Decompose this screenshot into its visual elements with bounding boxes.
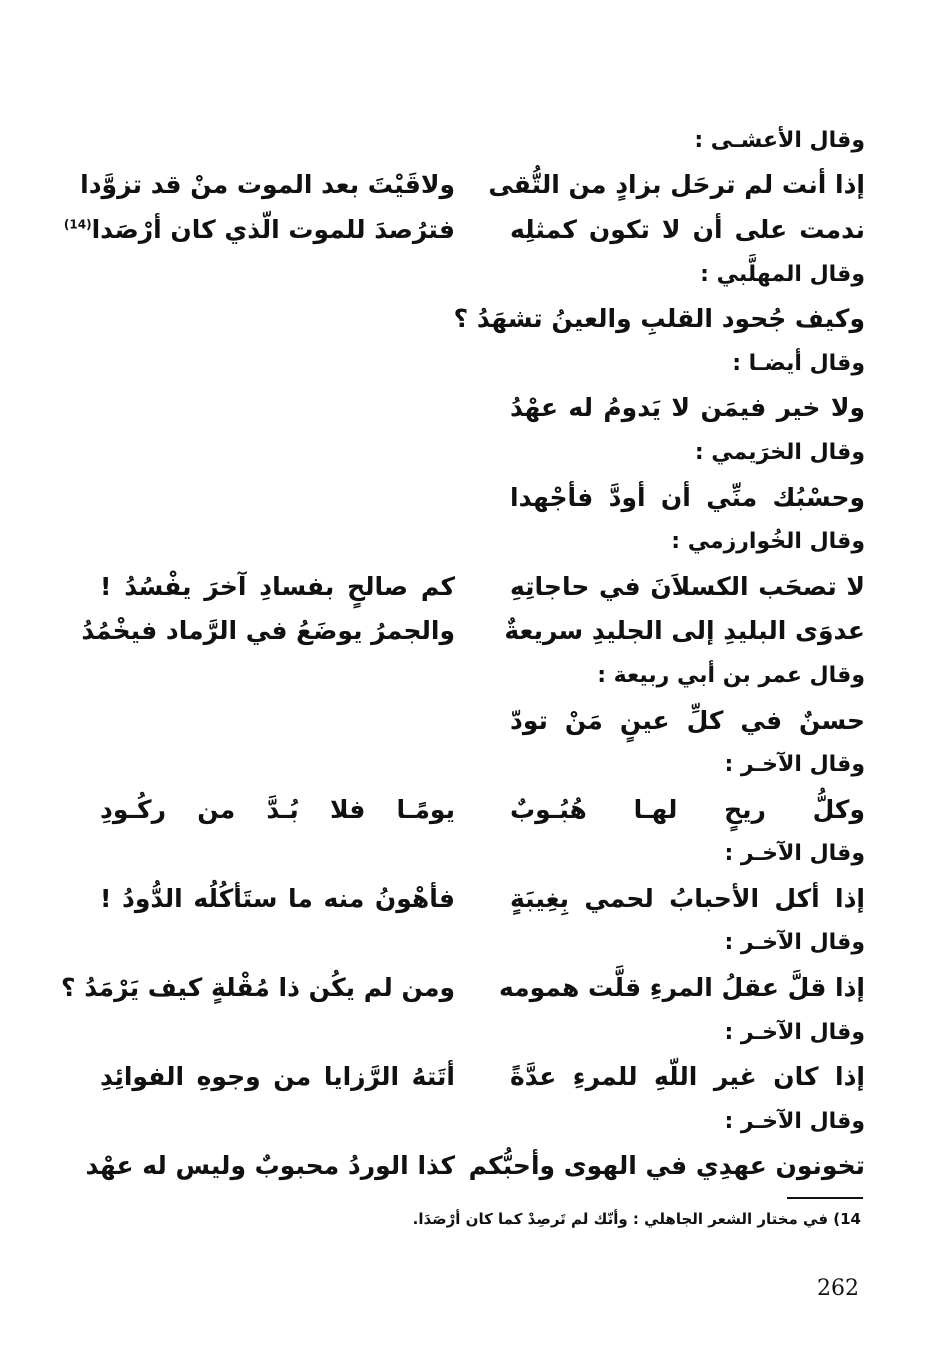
verse-line: [100, 296, 865, 341]
verse-line: [100, 876, 865, 921]
verse-line: [85, 1144, 865, 1189]
first-hemistich: إذا أنت لم ترحَل بزادٍ من التُّقى: [488, 170, 865, 200]
second-hemistich: [63, 214, 455, 244]
attribution-text: وقال الآخـر :: [724, 1019, 865, 1045]
attribution-text: وقال الخُوارزمي :: [671, 529, 865, 555]
attribution-text: وقال أيضـا :: [732, 350, 865, 376]
second-hemistich: [61, 973, 455, 1003]
footnote-separator: [787, 1197, 863, 1199]
attribution-text: وقال الآخـر :: [724, 930, 865, 956]
second-hemistich: [100, 795, 455, 824]
footnote-reference: (14): [63, 217, 92, 232]
first-hemistich: إذا قلَّ عقلُ المرءِ قلَّت همومه: [498, 973, 865, 1003]
first-hemistich: ولا خير فيمَن لا يَدومُ له عهْدُ: [510, 393, 865, 423]
first-hemistich: وكلُّ ريحٍ لهـا هُبُـوبٌ: [510, 794, 865, 824]
second-hemistich-text: كذا الوردُ محبوبٌ وليس له عهْد: [85, 1151, 455, 1181]
second-hemistich-text: كم صالحٍ بفسادِ آخرَ يفْسُدُ !: [100, 571, 455, 601]
poet-attribution: [100, 1010, 865, 1055]
poet-attribution: [100, 653, 865, 698]
first-hemistich: حسنٌ في كلِّ عينٍ مَنْ تودّ: [510, 705, 865, 735]
second-hemistich-text: أتَتهُ الرَّزايا من وجوهِ الفوائِدِ: [100, 1062, 455, 1092]
second-hemistich-text: فترُصدَ للموت الّذي كان أرْصَدا: [91, 214, 455, 244]
first-hemistich: ندمت على أن لا تكون كمثلِه: [510, 214, 865, 244]
second-hemistich-text: ومن لم يكُن ذا مُقْلةٍ كيف يَرْمَدُ ؟: [61, 973, 455, 1003]
poet-attribution: [100, 341, 865, 386]
page-number: 262: [817, 1276, 859, 1301]
first-hemistich: لا تصحَب الكسلاَنَ في حاجاتِهِ: [510, 571, 865, 601]
second-hemistich: [100, 1062, 455, 1091]
first-hemistich: تخونون عهدِي في الهوى وأحبُّكم: [468, 1151, 865, 1181]
verse-line: [63, 207, 865, 252]
poet-attribution: [100, 430, 865, 475]
second-hemistich: [81, 616, 455, 646]
second-hemistich-text: فأهْونُ منه ما ستَأكُلُه الدُّودُ !: [100, 883, 455, 913]
attribution-text: وقال الأعشـى :: [694, 127, 865, 153]
verse-line: [100, 475, 865, 520]
poet-attribution: [100, 742, 865, 787]
footnote: 14) في مختار الشعر الجاهلي : وأنّك لم تَرصِدْ كما كان أرْصَدَا.: [412, 1210, 861, 1228]
second-hemistich-text: ولاقَيْتَ بعد الموت منْ قد تزوَّدا: [80, 170, 455, 200]
poetry-content: [61, 118, 865, 1188]
poet-attribution: [100, 1099, 865, 1144]
verse-line: [80, 163, 865, 208]
second-hemistich: [85, 1151, 455, 1181]
attribution-text: وقال الخرَيمي :: [694, 439, 865, 465]
attribution-text: وقال عمر بن أبي ربيعة :: [597, 662, 865, 688]
attribution-text: وقال الآخـر :: [724, 841, 865, 867]
poet-attribution: [100, 252, 865, 297]
second-hemistich: [100, 884, 455, 913]
first-hemistich: وحسْبُك منِّي أن أودَّ فأجْهدا: [510, 482, 865, 512]
verse-line: [100, 698, 865, 743]
attribution-text: وقال الآخـر :: [724, 752, 865, 778]
second-hemistich: [100, 572, 455, 601]
verse-line: [81, 609, 865, 654]
first-hemistich: إذا أكل الأحبابُ لحمي بِغِيبَةٍ: [510, 883, 865, 913]
poet-attribution: [100, 921, 865, 966]
second-hemistich: [80, 170, 455, 200]
poet-attribution: [100, 118, 865, 163]
first-hemistich: وكيف جُحود القلبِ والعينُ تشهَدُ ؟: [453, 304, 865, 334]
verse-line: [100, 787, 865, 832]
second-hemistich-text: والجمرُ يوضَعُ في الرَّماد فيخْمُدُ: [81, 616, 455, 646]
poet-attribution: [100, 519, 865, 564]
first-hemistich: إذا كان غير اللّهِ للمرءِ عدَّةً: [510, 1062, 865, 1092]
first-hemistich: عدوَى البليدِ إلى الجليدِ سريعةٌ: [504, 616, 865, 646]
verse-line: [61, 965, 865, 1010]
verse-line: [100, 386, 865, 431]
verse-line: [100, 564, 865, 609]
second-hemistich-text: يومًـا فلا بُـدَّ من ركُـودِ: [100, 794, 455, 824]
attribution-text: وقال الآخـر :: [724, 1108, 865, 1134]
poet-attribution: [100, 832, 865, 877]
attribution-text: وقال المهلَّبي :: [700, 261, 865, 287]
verse-line: [100, 1054, 865, 1099]
